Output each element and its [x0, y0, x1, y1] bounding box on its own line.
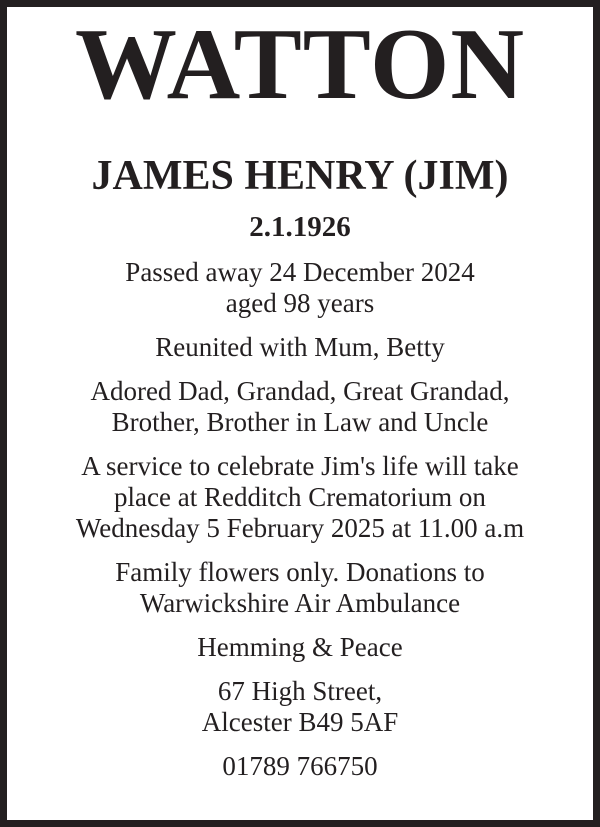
- funeral-director-name: Hemming & Peace: [197, 632, 403, 662]
- full-name: JAMES HENRY (JIM): [91, 153, 509, 199]
- service-line: A service to celebrate Jim's life will take: [81, 451, 519, 481]
- reunited-line: Reunited with Mum, Betty: [155, 332, 445, 362]
- surname-heading: WATTON: [74, 8, 525, 121]
- family-line: Adored Dad, Grandad, Great Grandad,: [90, 376, 510, 406]
- family-paragraph: [7, 376, 593, 438]
- birth-date: 2.1.1926: [249, 211, 351, 243]
- reunited-paragraph: [7, 332, 593, 363]
- passing-paragraph: [7, 257, 593, 319]
- service-line: Wednesday 5 February 2025 at 11.00 a.m: [75, 513, 525, 543]
- family-line: Brother, Brother in Law and Uncle: [111, 407, 489, 437]
- phone-paragraph: [7, 751, 593, 782]
- address-paragraph: [7, 676, 593, 738]
- address-line: 67 High Street,: [217, 676, 383, 706]
- service-paragraph: [7, 451, 593, 544]
- phone-number: 01789 766750: [222, 751, 378, 781]
- address-line: Alcester B49 5AF: [201, 707, 399, 737]
- service-line: place at Redditch Crematorium on: [114, 482, 486, 512]
- age-line: aged 98 years: [225, 288, 375, 318]
- flowers-paragraph: [7, 557, 593, 619]
- flowers-line: Family flowers only. Donations to: [115, 557, 485, 587]
- passing-line: Passed away 24 December 2024: [125, 257, 475, 287]
- flowers-line: Warwickshire Air Ambulance: [139, 588, 461, 618]
- funeral-director-paragraph: [7, 632, 593, 663]
